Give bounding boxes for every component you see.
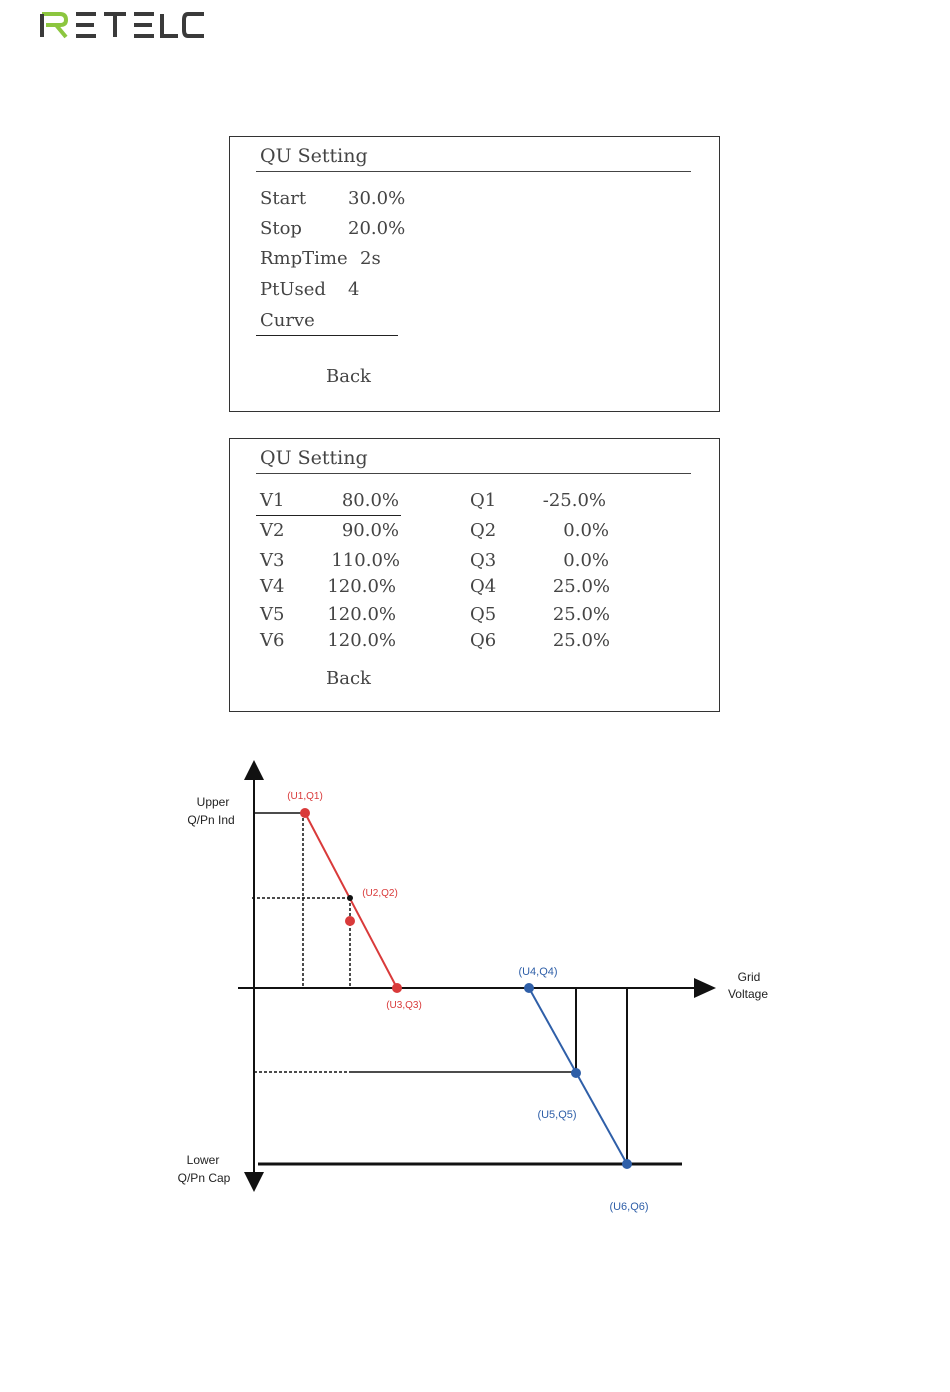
q2-label: Q2	[470, 520, 497, 541]
v2-value[interactable]: 90.0%	[341, 520, 399, 541]
x-label-line2: Voltage	[727, 987, 769, 1001]
qu-curve-diagram	[160, 752, 800, 1232]
q1-value[interactable]: -25.0%	[542, 490, 606, 511]
q2-value[interactable]: 0.0%	[563, 520, 609, 541]
label-u4q4: (U4,Q4)	[518, 966, 558, 978]
q3-value[interactable]: 0.0%	[563, 550, 609, 571]
point-u2q2	[345, 916, 355, 926]
v3-value[interactable]: 110.0%	[331, 550, 400, 571]
title-divider	[256, 473, 691, 474]
curve-menu-item[interactable]: Curve	[260, 310, 315, 331]
point-u3q3	[392, 983, 402, 993]
point-u5q5	[571, 1068, 581, 1078]
v2-label: V2	[260, 520, 285, 541]
back-button[interactable]: Back	[326, 668, 371, 689]
qu-setting-screen-1	[229, 136, 720, 412]
label-u6q6: (U6,Q6)	[609, 1201, 649, 1213]
q5-label: Q5	[470, 604, 497, 625]
screen-title: QU Setting	[260, 447, 368, 469]
x-label-line1: Grid	[737, 970, 761, 984]
label-u3q3: (U3,Q3)	[386, 1000, 422, 1011]
stop-value[interactable]: 20.0%	[348, 218, 406, 239]
retelec-logo	[38, 10, 208, 40]
q5-value[interactable]: 25.0%	[552, 604, 610, 625]
ptused-value[interactable]: 4	[348, 279, 360, 300]
qu-setting-screen-2	[229, 438, 720, 712]
v6-value[interactable]: 120.0%	[327, 630, 396, 651]
selection-underline	[256, 515, 401, 516]
y-label-bottom-line1: Lower	[186, 1153, 220, 1167]
q6-label: Q6	[470, 630, 497, 651]
selection-underline	[256, 335, 398, 336]
v3-label: V3	[260, 550, 285, 571]
q6-value[interactable]: 25.0%	[552, 630, 610, 651]
point-u2q2-marker	[347, 895, 353, 901]
v6-label: V6	[260, 630, 285, 651]
v1-label: V1	[260, 490, 285, 511]
q4-label: Q4	[470, 576, 497, 597]
y-axis-arrow-up	[244, 760, 264, 780]
label-u5q5: (U5,Q5)	[537, 1109, 577, 1121]
y-label-top-line1: Upper	[196, 795, 230, 809]
q3-label: Q3	[470, 550, 497, 571]
point-u6q6	[622, 1159, 632, 1169]
y-label-bottom-line2: Q/Pn Cap	[177, 1171, 231, 1185]
x-axis-arrow	[694, 978, 716, 998]
rmptime-value[interactable]: 2s	[360, 248, 381, 269]
q1-label: Q1	[470, 490, 497, 511]
v4-label: V4	[260, 576, 285, 597]
title-divider	[256, 171, 691, 172]
stop-label: Stop	[260, 218, 302, 239]
point-u4q4	[524, 983, 534, 993]
v5-label: V5	[260, 604, 285, 625]
y-axis-arrow-down	[244, 1172, 264, 1192]
rmptime-label: RmpTime	[260, 248, 348, 269]
start-value[interactable]: 30.0%	[348, 188, 406, 209]
v1-value[interactable]: 80.0%	[341, 490, 399, 511]
start-label: Start	[260, 188, 307, 209]
label-u2q2: (U2,Q2)	[362, 888, 398, 899]
ptused-label: PtUsed	[260, 279, 326, 300]
screen-title: QU Setting	[260, 145, 368, 167]
v5-value[interactable]: 120.0%	[327, 604, 396, 625]
point-u1q1	[300, 808, 310, 818]
q4-value[interactable]: 25.0%	[552, 576, 610, 597]
v4-value[interactable]: 120.0%	[327, 576, 396, 597]
y-label-top-line2: Q/Pn Ind	[187, 813, 235, 827]
label-u1q1: (U1,Q1)	[287, 791, 323, 802]
back-button[interactable]: Back	[326, 366, 371, 387]
